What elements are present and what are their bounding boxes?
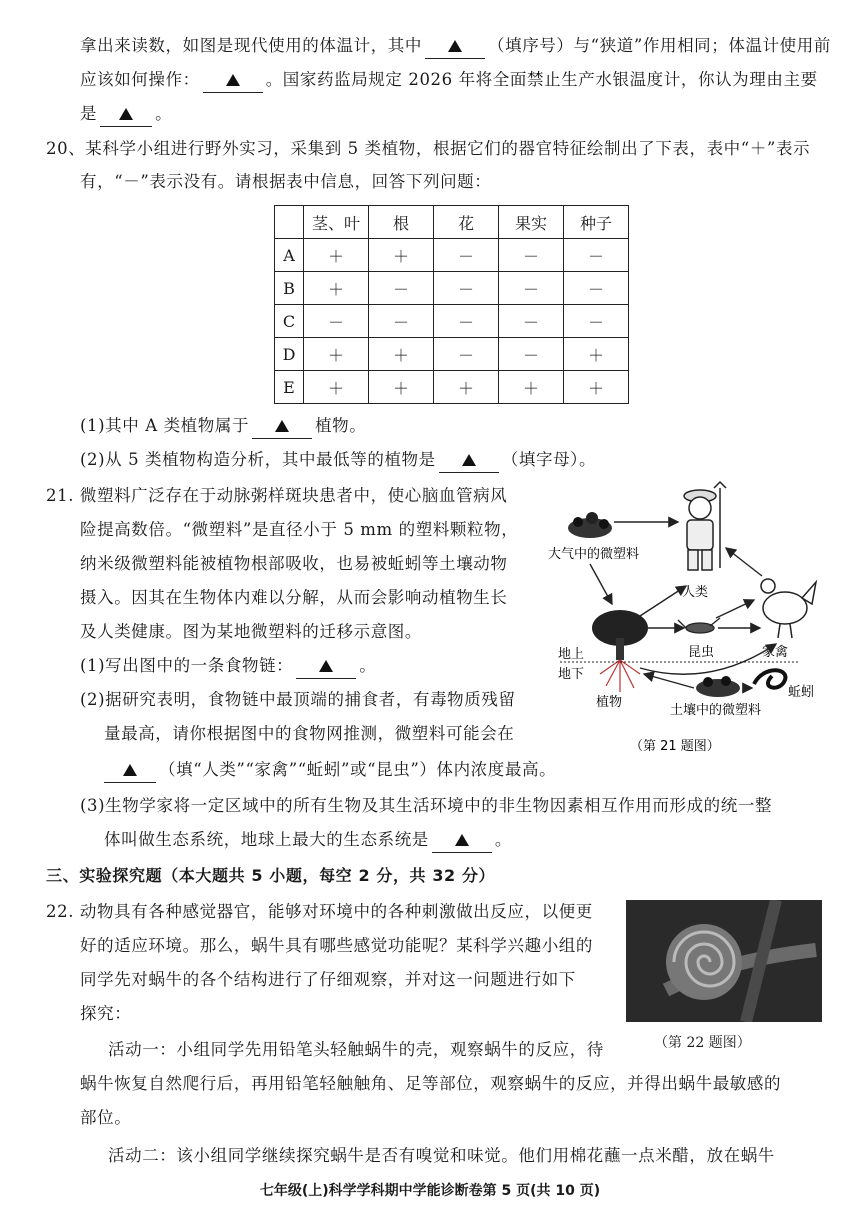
table-cell: －	[304, 305, 369, 338]
label-below-ground: 地下	[558, 667, 585, 682]
table-cell: ＋	[434, 371, 499, 404]
q19-line-2: 应该如何操作： 。国家药监局规定 2026 年将全面禁止生产水银温度计，你认为理由主要	[80, 68, 818, 93]
q20-stem-1: 20、某科学小组进行野外实习，采集到 5 类植物，根据它们的器官特征绘制出了下表，表中“＋”表示	[46, 139, 811, 158]
label-human: 人类	[682, 585, 709, 600]
table-cell: －	[434, 305, 499, 338]
table-row	[275, 239, 629, 272]
plant-organ-table	[274, 205, 629, 404]
human-icon	[684, 482, 726, 570]
table-header-cell: 种子	[564, 206, 629, 239]
label-atmosphere: 大气中的微塑料	[548, 547, 640, 562]
q22-stem-3: 同学先对蜗牛的各个结构进行了仔细观察，并对这一问题进行如下	[80, 970, 576, 989]
poultry-icon	[761, 579, 816, 638]
table-cell: －	[369, 305, 434, 338]
table-cell: E	[275, 371, 304, 404]
answer-blank[interactable]	[296, 654, 356, 679]
answer-blank[interactable]	[252, 414, 312, 439]
earthworm-icon	[754, 670, 785, 687]
q21-sub-2-line-1: (2)据研究表明，食物链中最顶端的捕食者，有毒物质残留	[80, 690, 516, 709]
table-header-cell: 根	[369, 206, 434, 239]
table-header-row	[275, 206, 629, 239]
q21-sub-3-line-2: 体叫做生态系统，地球上最大的生态系统是 。	[104, 828, 512, 853]
table-cell: ＋	[369, 239, 434, 272]
q21-stem-3: 纳米级微塑料能被植物根部吸收，也易被蚯蚓等土壤动物	[80, 554, 508, 573]
figure-22-caption: （第 22 题图）	[654, 1035, 751, 1051]
triangle-icon	[123, 764, 137, 776]
q19-line-1: 拿出来读数，如图是现代使用的体温计，其中 （填序号）与“狭道”作用相同；体温计使用前	[80, 34, 831, 59]
table-row	[275, 305, 629, 338]
triangle-icon	[275, 420, 289, 432]
plant-icon	[592, 610, 648, 692]
q22-activity-2-line-1: 活动二：该小组同学继续探究蜗牛是否有嗅觉和味觉。他们用棉花蘸一点米醋，放在蜗牛	[108, 1146, 775, 1165]
table-row	[275, 272, 629, 305]
label-above-ground: 地上	[558, 647, 585, 662]
table-cell: ＋	[304, 239, 369, 272]
table-header-cell: 果实	[499, 206, 564, 239]
soil-microplastic-icon	[696, 676, 740, 697]
table-cell: －	[434, 338, 499, 371]
q21-stem-4: 摄入。因其在生物体内难以分解，从而会影响动植物生长	[80, 588, 508, 607]
triangle-icon	[119, 108, 133, 120]
table-cell: B	[275, 272, 304, 305]
label-soil-microplastic: 土壤中的微塑料	[670, 703, 762, 718]
table-header-cell: 花	[434, 206, 499, 239]
table-cell: ＋	[369, 338, 434, 371]
answer-blank[interactable]	[100, 102, 152, 127]
triangle-icon	[226, 74, 240, 86]
table-cell: －	[564, 239, 629, 272]
label-poultry: 家禽	[762, 645, 789, 660]
q21-stem-5: 及人类健康。图为某地微塑料的迁移示意图。	[80, 622, 422, 641]
table-cell: ＋	[499, 371, 564, 404]
table-cell: ＋	[369, 371, 434, 404]
table-cell: －	[564, 305, 629, 338]
label-plant: 植物	[596, 695, 623, 710]
answer-blank[interactable]	[104, 758, 156, 783]
table-cell: ＋	[564, 371, 629, 404]
table-cell: C	[275, 305, 304, 338]
answer-blank[interactable]	[432, 828, 492, 853]
table-cell: －	[564, 272, 629, 305]
q19-line-3: 是 。	[80, 102, 172, 127]
q21-sub-2-line-3: （填“人类”“家禽”“蚯蚓”或“昆虫”）体内浓度最高。	[104, 758, 556, 783]
q21-sub-3-line-1: (3)生物学家将一定区域中的所有生物及其生活环境中的非生物因素相互作用而形成的统一整	[80, 796, 773, 815]
table-header-cell	[275, 206, 304, 239]
table-row	[275, 371, 629, 404]
triangle-icon	[448, 40, 462, 52]
table-header-cell: 茎、叶	[304, 206, 369, 239]
atmosphere-microplastic-icon	[568, 512, 612, 538]
table-cell: －	[499, 239, 564, 272]
answer-blank[interactable]	[203, 68, 263, 93]
q20-sub-2: (2)从 5 类植物构造分析，其中最低等的植物是 （填字母）。	[80, 448, 596, 473]
insect-icon	[678, 618, 720, 633]
q22-stem-2: 好的适应环境。那么，蜗牛具有哪些感觉功能呢？某科学兴趣小组的	[80, 936, 593, 955]
table-cell: ＋	[564, 338, 629, 371]
snail-photo	[626, 900, 822, 1022]
table-cell: －	[499, 305, 564, 338]
page-footer: 七年级(上)科学学科期中学能诊断卷第 5 页(共 10 页)	[259, 1183, 601, 1199]
table-cell: ＋	[304, 272, 369, 305]
table-cell: －	[434, 239, 499, 272]
table-cell: －	[369, 272, 434, 305]
table-cell: ＋	[304, 371, 369, 404]
figure-21-caption: （第 21 题图）	[630, 739, 720, 754]
q21-sub-2-line-2: 量最高，请你根据图中的食物网推测，微塑料可能会在	[104, 724, 515, 743]
section-3-heading: 三、实验探究题（本大题共 5 小题，每空 2 分，共 32 分）	[46, 866, 496, 885]
q20-stem-2: 有，“－”表示没有。请根据表中信息，回答下列问题：	[80, 172, 492, 191]
q21-stem-1: 21. 微塑料广泛存在于动脉粥样斑块患者中，使心脑血管病风	[46, 486, 508, 505]
triangle-icon	[462, 454, 476, 466]
q22-stem-4: 探究：	[80, 1004, 132, 1023]
q22-activity-1-line-3: 部位。	[80, 1108, 132, 1127]
table-row	[275, 338, 629, 371]
q22-activity-1-line-2: 蜗牛恢复自然爬行后，再用铅笔轻触触角、足等部位，观察蜗牛的反应，并得出蜗牛最敏感的	[80, 1074, 782, 1093]
table-cell: ＋	[304, 338, 369, 371]
label-earthworm: 蚯蚓	[788, 685, 815, 700]
table-cell: －	[499, 338, 564, 371]
q21-sub-1: (1)写出图中的一条食物链： 。	[80, 654, 376, 679]
answer-blank[interactable]	[425, 34, 485, 59]
q21-stem-2: 险提高数倍。“微塑料”是直径小于 5 mm 的塑料颗粒物，	[80, 520, 519, 539]
triangle-icon	[319, 660, 333, 672]
microplastic-migration-figure	[540, 478, 840, 764]
triangle-icon	[455, 834, 469, 846]
table-cell: A	[275, 239, 304, 272]
answer-blank[interactable]	[439, 448, 499, 473]
q22-activity-1-line-1: 活动一：小组同学先用铅笔头轻触蜗牛的壳，观察蜗牛的反应，待	[108, 1040, 604, 1059]
q22-stem-1: 22. 动物具有各种感觉器官，能够对环境中的各种刺激做出反应，以便更	[46, 902, 593, 921]
table-cell: －	[499, 272, 564, 305]
table-cell: D	[275, 338, 304, 371]
table-cell: －	[434, 272, 499, 305]
label-insect: 昆虫	[688, 645, 715, 660]
q20-sub-1: (1)其中 A 类植物属于 植物。	[80, 414, 366, 439]
